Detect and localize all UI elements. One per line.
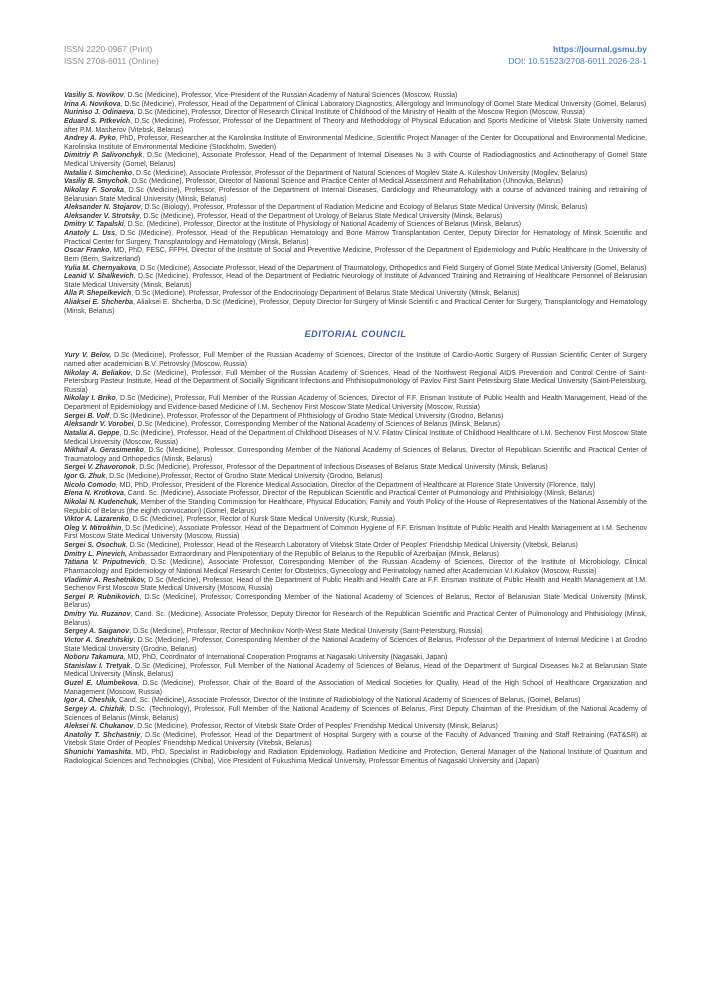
member-name: Stanislaw I. Tretyak bbox=[64, 662, 131, 670]
member-details: , D.Sc (Medicine), Professor, Head of the Research Laboratory of Vitebsk State Order of Peoples' Friendship Medical University (Vitebsk, Belarus) bbox=[125, 542, 578, 549]
member-entry bbox=[64, 628, 647, 637]
member-name: Eduard S. Pitkevich bbox=[64, 117, 131, 125]
doi-text: DOI: 10.51523/2708-6011.2026-23-1 bbox=[508, 55, 647, 66]
member-entry bbox=[64, 542, 647, 551]
member-details: , D.Sc (Medicine), Professor, Head of the Department of Pediatric Neurology of Institute of Advanced Training and Retraining of Healthcare Personnel of Belarusian State Medical University (Minsk, Belarus) bbox=[64, 273, 647, 289]
member-details: Member of the Standing Commission for Healthcare, Physical Education, Family and Youth Policy of the House of Representatives of the National Assembly of the Republic of Belarus (the eighth convocation) (Gomel, Belarus) bbox=[64, 498, 647, 515]
member-entry bbox=[64, 732, 647, 749]
member-entry bbox=[64, 413, 647, 422]
member-name: Irina A. Novikova bbox=[64, 100, 121, 108]
member-name: Aliaksei E. Shcherba bbox=[64, 299, 134, 306]
member-details: , D.Sc (Medicine), Professor, Director of Research Clinical Institute of Childhood of the Ministry of Health of the Moscow Region (Moscow, Russia) bbox=[133, 109, 585, 117]
member-details: , D.Sc (Medicine), Professor, Rector of Mechnikov North-West State Medical University (Saint-Petersburg, Russia) bbox=[129, 628, 483, 636]
member-entry bbox=[64, 213, 647, 222]
member-details: , D.Sc (Medicine), Professor, Head of the Department of Clinical Laboratory Diagnostics, Allergology and Immunology of Gomel State Medical University (Gomel, Belarus) bbox=[120, 100, 647, 108]
member-name: Viktor A. Lazarenko bbox=[64, 516, 129, 524]
member-details: , D.Sc (Medicine), Professor, Full Member of the Russian Academy of Sciences, Director of F.F. Erisman Institute of Public Health and Health Management, Head of the Department of Epidemiology and Evidence-based Medicine of I.M. Sechenov First Moscow State Medical University (Moscow, Russia) bbox=[64, 395, 647, 411]
member-details: , D.Sc. (Medicine), Professor, Director at the Institute of Physiology of National Academy of Sciences of Belarus (Minsk, Belarus) bbox=[123, 221, 522, 229]
member-entry bbox=[64, 611, 647, 628]
member-entry bbox=[64, 525, 647, 542]
member-entry bbox=[64, 464, 647, 473]
member-entry bbox=[64, 447, 647, 464]
member-details: , D.Sc (Medicine), Professor, Full Member of the National Academy of Sciences of Belarus, Head of the Department of Surgical Diseases №2 at Belarusian State Medical University (Minsk, Belarus) bbox=[64, 662, 647, 679]
member-name: Dmitry V. Tapalski bbox=[64, 221, 124, 229]
member-entry bbox=[64, 299, 647, 316]
member-name: Nicolo Comodo bbox=[64, 481, 116, 489]
member-details: , D.Sc (Medicine), Professor, Professor of the Department of Theory and Methodology of Physical Education and Sports Medicine of Vitebsk State University named after P.M. Masherov (Vitebsk, Belarus) bbox=[64, 117, 647, 134]
member-name: Oleg V. Mitrokhin bbox=[64, 524, 122, 532]
member-entry bbox=[64, 101, 647, 110]
member-entry bbox=[64, 135, 647, 152]
member-entry bbox=[64, 706, 647, 723]
member-details: D.Sc (Medicine), Professor, Full Member of the Russian Academy of Sciences, Director of the Institute of Cardio-Aortic Surgery of Russian Scientific Center of Surgery named after academician B.V. Petrovsky (Moscow, Russia) bbox=[64, 352, 647, 368]
member-name: Nikolay I. Briko bbox=[64, 395, 116, 403]
member-details: , D.Sc (Biology), Professor, Professor of the Department of Radiation Medicine and Ecology of Belarus State Medical University (Minsk, Belarus) bbox=[140, 204, 588, 212]
member-entry bbox=[64, 170, 647, 179]
page-body bbox=[0, 67, 707, 766]
member-details: , D.Sc (Medicine),Professor, Rector of Grodno State Medical University (Grodno, Belarus) bbox=[105, 473, 383, 480]
member-entry bbox=[64, 559, 647, 576]
member-details: , Cand. Sc. (Medicine), Associate Professor, Director of the Republican Scientific and Practical Center of Pulmonology and Phthisiology (Minsk, Belarus) bbox=[123, 490, 595, 498]
member-details: , Cand. Sc. (Medicine), Associate Professor, Deputy Director for Research of the Republican Scientific and Practical Center of Pulmonology and Phthisiology (Minsk, Belarus) bbox=[64, 611, 648, 627]
member-details: , D.Sc (Medicine), Professor, Professor of the Department of Internal Diseases, Cardiology and Rheumatology with a course of advanced training and retraining of Belarusian State Medical University (Minsk, Belarus) bbox=[64, 186, 648, 203]
member-entry bbox=[64, 352, 647, 369]
member-entry bbox=[64, 490, 647, 499]
member-name: Anatoly L. Uss bbox=[64, 230, 116, 237]
member-entry bbox=[64, 637, 647, 654]
member-details: , D.Sc (Medicine), Professor, Rector of Vitebsk State Order of Peoples' Friendship Medical University (Minsk, Belarus) bbox=[133, 723, 498, 731]
journal-url-link[interactable]: https://journal.gsmu.by bbox=[553, 44, 647, 54]
member-details: , D.Sc (Medicine), Professor, Head of the Department of Childhood Diseases of N.V. Filatov Clinical Institute of Childhood Healthcare of I.M. Sechenov First Moscow State Medical University (Moscow, Russia) bbox=[64, 429, 647, 446]
member-details: , Aliaksei E. Shcherba, D.Sc (Medicine), Professor, Deputy Director for Surgery of Minsk Scientifi c and Practical Center for Surgery, Transplantology and Hematology (Minsk, Belarus) bbox=[64, 299, 647, 315]
member-details: , D.Sc (Medicine), Professor, Professor of the Department of Phthisiology of Grodno State Medical University (Grodno, Belarus) bbox=[109, 412, 504, 420]
member-entry bbox=[64, 421, 647, 430]
member-name: Nuriniso J. Odinaeva bbox=[64, 109, 134, 117]
member-name: Victor A. Snezhitskiy bbox=[64, 636, 134, 644]
member-entry bbox=[64, 247, 647, 264]
member-name: Igor A. Cheshik, bbox=[64, 697, 118, 705]
member-name: Yury V. Belov, bbox=[64, 352, 112, 360]
member-details: , PhD, Professor, Researcher at the Karolinska Institute of Environmental Medicine, Scientific Project Manager of the Center for Occupational and Environmental Medicine, Karolinska Institute of Environmental Medicine (Stockholm, Sweden) bbox=[64, 135, 647, 151]
member-details: , D.Sc (Medicine), Professor, Chair of the Board of the Association of Medical Societies for Quality, Head of the High School of Healthcare Organization and Management (Moscow, Russia) bbox=[64, 680, 647, 696]
member-entry bbox=[64, 395, 647, 412]
member-details: , MD, PhD, Professor, President of the Florence Medical Association, Director of the Department of Healthcare at Florence State University (Florence, Italy) bbox=[115, 481, 596, 489]
member-entry bbox=[64, 178, 647, 187]
editorial-board-list bbox=[64, 92, 647, 316]
member-entry bbox=[64, 723, 647, 732]
member-details: , D.Sc (Medicine), Professor, Head of the Republican Hematology and Bone Marrow Transplantation Center, Deputy Director for Hematology of Minsk Scientific and Practical Center for Surgery, Transplantology and Hematology (Minsk, Belarus) bbox=[64, 230, 648, 246]
member-name: Aleksander V. Strotsky bbox=[64, 212, 140, 220]
member-name: Natalia I. Simchenko bbox=[64, 169, 133, 177]
member-entry bbox=[64, 516, 647, 525]
member-details: , D.Sc (Medicine), Professor, Professor of the Department of Infectious Diseases of Belarus State Medical University (Minsk, Belarus) bbox=[135, 464, 548, 472]
member-name: Sergey A. Saiganov bbox=[64, 628, 130, 636]
member-name: Natalia A. Geppe bbox=[64, 429, 120, 437]
member-name: Andrey A. Pyko bbox=[64, 135, 116, 143]
member-entry bbox=[64, 499, 647, 516]
member-entry bbox=[64, 92, 647, 101]
member-entry bbox=[64, 473, 647, 482]
member-name: Sergey A. Chizhik bbox=[64, 705, 125, 713]
member-name: Sergei P. Rubnikovich bbox=[64, 593, 140, 601]
member-name: Oscar Franko bbox=[64, 247, 110, 255]
member-entry bbox=[64, 187, 647, 204]
member-entry bbox=[64, 749, 647, 766]
member-details: , D.Sc (Medicine), Professor, Rector of Kursk State Medical University (Kursk, Russia) bbox=[128, 516, 395, 524]
member-details: , D.Sc (Medicine), Professor, Head of the Department of Urology of Belarus State Medical University (Minsk, Belarus) bbox=[139, 212, 503, 220]
issn-print: ISSN 2220-0967 (Print) bbox=[64, 44, 153, 54]
member-name: Shunichi Yamashita bbox=[64, 749, 131, 756]
member-details: , D.Sc (Medicine), Associate Professor, Head of the Department of Internal Diseases № 3 with Course of Radiodiagnostics and Actinotherapy of Gomel State Medical University (Gomel, Belarus) bbox=[64, 152, 648, 168]
member-entry bbox=[64, 118, 647, 135]
member-details: , D.Sc (Medicine), Professor, Corresponding Member of the National Academy of Sciences of Belarus, Director of Republican Scientific and Practical Center of Traumatology and Orthopedics (Minsk, Belarus) bbox=[64, 447, 647, 463]
member-name: Sergei B. Volf bbox=[64, 412, 110, 420]
member-name: Aleksandr V. Vorobei bbox=[64, 421, 134, 429]
member-entry bbox=[64, 577, 647, 594]
member-name: Mikhail A. Gerasimenko bbox=[64, 447, 144, 455]
member-name: Sergei V. Zhavoronok bbox=[64, 464, 136, 472]
member-details: , D.Sc (Medicine), Professor, Professor of the Endocrinology Department of Belarus State Medical University (Minsk, Belarus) bbox=[131, 290, 520, 298]
member-details: , D.Sc (Medicine), Professor, Head of the Department of Hospital Surgery with a course of the Faculty of Advanced Training and Staff Retraining (FAT&SR) at Vitebsk State Order of Peoples' Friendship Medical University (Vitebsk, Belarus) bbox=[64, 731, 647, 748]
issn-online: ISSN 2708-6011 (Online) bbox=[64, 55, 159, 66]
member-name: Nikolay F. Soroka bbox=[64, 186, 124, 194]
member-details: , D.Sc (Medicine), Associate Professor, Corresponding Member of the Russian Academy of Sciences, Director of the Institute of Microbiology, Clinical Pharmacology and Epidemiology of National Medical Research Center for Obstetrics, Gynecology and Perinatology named after Academician V.I.Kulakov (Moscow, Russia) bbox=[64, 559, 647, 575]
editorial-council-heading: EDITORIAL COUNCIL bbox=[304, 329, 407, 340]
member-entry bbox=[64, 594, 647, 611]
member-details: D.Sc (Medicine), Professor, Head of the Department of Public Health and Health Care at F.F. Erisman Institute of Public Health and Health Management at I.M. Sechenov First Moscow State Medical University (Moscow, Russia) bbox=[64, 576, 647, 593]
member-entry bbox=[64, 204, 647, 213]
member-name: Noboru Takamura bbox=[64, 654, 124, 662]
member-name: Dmitry L. Pinevich, bbox=[64, 550, 128, 558]
member-name: Dmitry Yu. Ruzanov bbox=[64, 611, 131, 618]
member-details: , D.Sc. (Technology), Professor, Full Member of the National Academy of Sciences of Belarus, First Deputy Chairman of the Presidium of the National Academy of Sciences of Belarus (Minsk, Belarus) bbox=[64, 705, 647, 722]
member-details: , MD, PhD, FESC, FFPH, Director of the Institute of Social and Preventive Medicine, Professor of the Department of Epidemiology and Public Healthcare in the University of Bern (Bern, Switzerland) bbox=[64, 247, 647, 263]
member-details: , D.Sc (Medicine), Associate Professor, Head of the Department of Traumatology, Orthopedics and Field Surgery of Gomel State Medical University (Gomel, Belarus) bbox=[136, 264, 647, 272]
member-details: , D.Sc (Medicine), Professor, Corresponding Member of the National Academy of Sciences of Belarus, Professor of the Department of Internal Medicine I at Grodno State Medical University (Grodno, Belarus) bbox=[64, 636, 647, 653]
member-entry bbox=[64, 152, 647, 169]
member-entry bbox=[64, 230, 647, 247]
member-name: Tatiana V. Priputnevich bbox=[64, 559, 145, 567]
member-details: Cand. Sc. (Medicine), Associate Professor, Director of the Institute of Radiobiology of the National Academy of Sciences of Belarus, (Gomel, Belarus) bbox=[117, 697, 581, 705]
member-entry bbox=[64, 551, 647, 560]
header-links bbox=[508, 44, 647, 67]
member-name: Yulia M. Chernyakova bbox=[64, 264, 137, 272]
member-entry bbox=[64, 290, 647, 299]
member-name: Vasiliy S. Novikov bbox=[64, 92, 124, 99]
member-details: , D.Sc (Medicine), Professor, Director of National Science and Practice Center of Medical Assessment and Rehabilitation (Uhnovka, Belarus) bbox=[127, 178, 563, 186]
member-entry bbox=[64, 663, 647, 680]
member-name: Anatoliy T. Shchastniy bbox=[64, 731, 141, 739]
page-header bbox=[0, 0, 707, 67]
member-entry bbox=[64, 482, 647, 491]
member-name: Vladimir A. Reshetnikov, bbox=[64, 576, 147, 584]
member-details: Ambassador Extraordinary and Plenipotentiary of the Republic of Belarus to the Republic of Azerbaijan (Minsk, Belarus) bbox=[127, 550, 500, 558]
member-name: Leanid V. Shalkevich bbox=[64, 273, 134, 281]
member-name: Aleksei N. Chukanov bbox=[64, 723, 134, 731]
member-entry bbox=[64, 430, 647, 447]
member-details: , D.Sc (Medicine), Professor, Full Member of the Russian Academy of Sciences, Head of the Northwest Regional AIDS Prevention and Control Centre of Saint-Petersburg Pasteur Institute, Head of the Department of Socially Significant Infections and Phthisiopulmonology of Pavlov First Saint Petersburg State Medical University (Saint-Petersburg, Russia) bbox=[64, 369, 647, 394]
member-name: Sergei S. Osochuk bbox=[64, 542, 126, 549]
member-entry bbox=[64, 273, 647, 290]
editorial-council-list bbox=[64, 352, 647, 766]
member-entry bbox=[64, 697, 647, 706]
member-name: Aleksander N. Stojarov bbox=[64, 204, 141, 212]
member-entry bbox=[64, 265, 647, 274]
member-details: , MD, PhD, Coordinator of International Cooperation Programs at Nagasaki University (Nagasaki, Japan) bbox=[123, 654, 448, 662]
member-entry bbox=[64, 680, 647, 697]
member-details: , D.Sc (Medicine), Professor, Corresponding Member of the National Academy of Sciences of Belarus, Rector of Belarusian State Medical University (Minsk, Belarus) bbox=[64, 593, 647, 610]
member-entry bbox=[64, 370, 647, 396]
member-name: Vasiliy B. Smychok bbox=[64, 178, 128, 186]
member-details: , D.Sc (Medicine), Professor, Corresponding Member of the National Academy of Sciences of Belarus (Minsk, Belarus) bbox=[133, 421, 501, 429]
issn-block bbox=[64, 44, 159, 67]
member-entry bbox=[64, 654, 647, 663]
member-name: Guzel E. Ulumbekova bbox=[64, 680, 138, 687]
member-entry bbox=[64, 109, 647, 118]
member-entry bbox=[64, 221, 647, 230]
member-details: , D.Sc (Medicine), Associate Professor, Professor of the Department of Natural Sciences of Mogilev State A. Kuleshov University (Mogilev, Belarus) bbox=[132, 169, 588, 177]
member-details: , D.Sc (Medicine), Professor, Vice-President of the Russian Academy of Natural Sciences (Moscow, Russia) bbox=[123, 92, 458, 99]
member-name: Dimitriy P. Salivonchyk bbox=[64, 152, 143, 160]
member-name: Alla P. Shepelkevich bbox=[64, 290, 132, 298]
member-name: Nikolai N. Kudenchuk, bbox=[64, 498, 139, 506]
member-name: Igor G. Zhuk bbox=[64, 473, 106, 480]
member-name: Nikolay A. Beliakov bbox=[64, 369, 131, 377]
member-details: , D.Sc (Medicine), Associate Professor, Head of the Department of Common Hygiene of F.F. Erisman Institute of Public Health and Health Management at I.M. Sechenov First Moscow State Medical University (Moscow, Russia) bbox=[64, 524, 648, 541]
member-name: Elena N. Krotkova bbox=[64, 490, 124, 498]
member-details: , MD, PhD, Specialist in Radiobiology and Radiation Epidemiology, Radiation Medicine and Protection, General Manager of the National Institute of Quantum and Radiological Sciences and Technologies (Chiba), Vice President of Fukushima Medical University, Professor Emeritus of Nagasaki University and (Japan) bbox=[64, 749, 647, 765]
